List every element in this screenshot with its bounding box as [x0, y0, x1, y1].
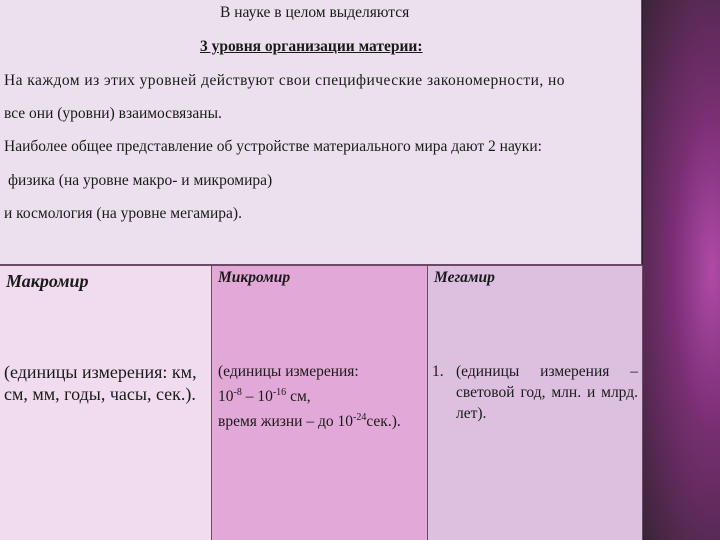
intro-subheading: 3 уровня организации материи:: [200, 38, 423, 55]
microworld-line-2: $10^{-8} - 10^{-16}$ см,: [218, 387, 311, 406]
microworld-header: Микромир: [218, 269, 291, 286]
microworld-line-3: время жизни – до $10^{-24}сек$.).: [218, 412, 401, 431]
megaworld-column: [428, 265, 643, 540]
microworld-line-1: (единицы измерения:: [218, 363, 359, 380]
intro-paragraph-4: физика (на уровне макро- и микромира): [8, 172, 273, 189]
list-number: 1.: [432, 363, 444, 380]
megaworld-header: Мегамир: [434, 269, 495, 286]
macroworld-column: [0, 265, 212, 540]
macroworld-header: Макромир: [6, 271, 89, 291]
intro-paragraph-5: и космология (на уровне мегамира).: [4, 205, 242, 222]
intro-paragraph-1: На каждом из этих уровней действуют свои специфические закономерности, но: [4, 72, 565, 89]
intro-paragraph-2: все они (уровни) взаимосвязаны.: [4, 105, 222, 122]
macroworld-units: (единицы измерения: км, см, мм, годы, часы, сек.).: [4, 362, 197, 404]
intro-heading: В науке в целом выделяются: [220, 4, 410, 21]
microworld-column: [212, 265, 428, 540]
intro-box: [0, 0, 642, 265]
intro-paragraph-3: Наиболее общее представление об устройстве материального мира дают 2 науки:: [4, 138, 542, 155]
table-top-border: [0, 265, 643, 266]
decorative-background: [643, 0, 720, 540]
microworld-units: [218, 361, 428, 432]
levels-table: [0, 265, 643, 540]
megaworld-units-text: (единицы измерения – световой год, млн. и млрд. лет).: [456, 363, 638, 422]
